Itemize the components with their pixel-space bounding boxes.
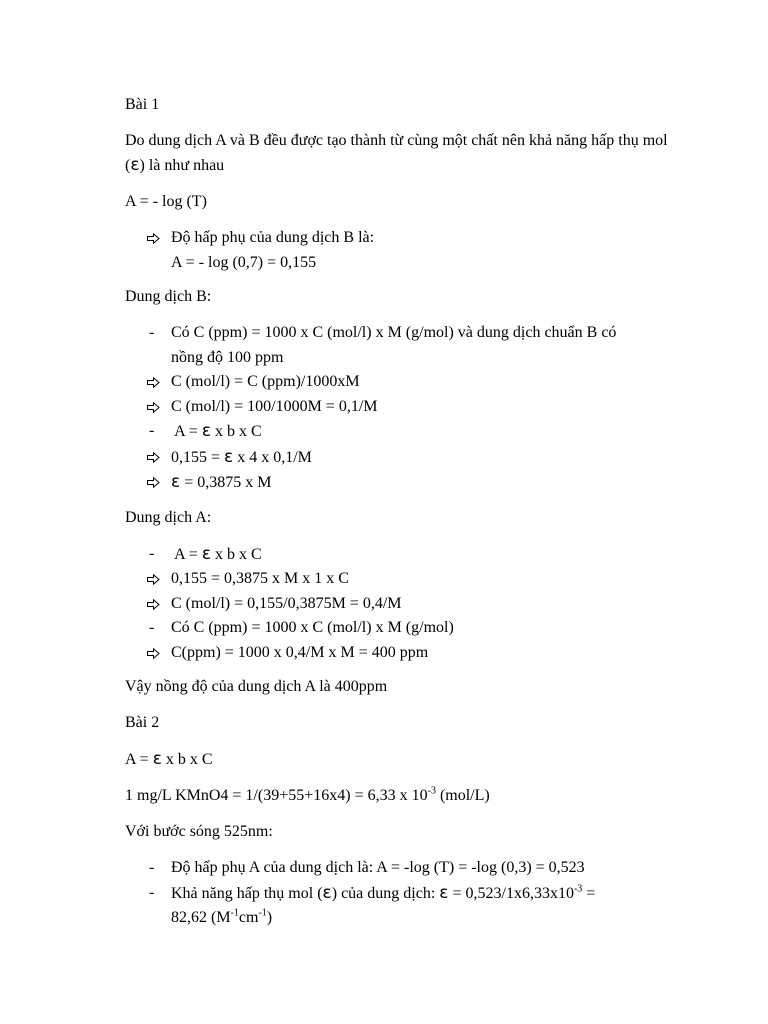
b-eps-result: = 0,3875 x M <box>180 474 272 491</box>
intro-text: Do dung dịch A và B đều được tạo thành từ cùng một chất nên khả năng hấp thụ mol ( <box>125 132 668 174</box>
molar-eq: = <box>582 884 596 902</box>
a-substitution: 0,155 = 0,3875 x M x 1 x C <box>171 570 349 587</box>
b-conc-line1: Có C (ppm) = 1000 x C (mol/l) x M (g/mol) và dung dịch chuẩn B có <box>171 324 617 341</box>
b-absorbance-value: A = - log (0,7) = 0,155 <box>171 253 317 271</box>
b-sub-post: x 4 x 0,1/M <box>233 448 312 466</box>
intro-text-end: ) là như nhau <box>139 157 225 174</box>
molar-calc-exponent: -3 <box>573 883 583 895</box>
molar-calc: = 0,523/1x6,33x10 <box>448 884 574 902</box>
bai2-molar-line2 <box>171 906 685 931</box>
a-ppm-value: C(ppm) = 1000 x 0,4/M x M = 400 ppm <box>171 643 429 661</box>
kmno4-text: 1 mg/L KMnO4 = 1/(39+55+16x4) = 6,33 x 10 <box>125 787 428 804</box>
list-item <box>125 616 685 641</box>
unit-cm: cm <box>238 909 259 926</box>
dash-bullet: - <box>149 619 155 636</box>
epsilon-symbol: ɛ <box>224 446 234 467</box>
arrow-right-icon <box>147 592 165 610</box>
list-item <box>125 470 685 496</box>
bai2-list <box>125 856 685 931</box>
molar-mid: ) của dung dịch: <box>331 884 440 902</box>
b-conc-line2: nồng độ 100 ppm <box>171 348 284 366</box>
formula-absorbance: A = - log (T) <box>125 193 207 210</box>
arrow-right-icon <box>147 395 165 413</box>
a-beer-post: x b x C <box>211 545 262 563</box>
epsilon-symbol: ɛ <box>201 421 212 441</box>
bai2-absorbance: Độ hấp phụ A của dung dịch là: A = -log (T) = -log (0,3) = 0,523 <box>171 859 585 876</box>
document-content <box>125 93 685 941</box>
molar-pre: Khả năng hấp thụ mol ( <box>171 884 323 902</box>
list-item <box>125 881 685 931</box>
arrow-right-icon <box>147 470 165 488</box>
unit-close: ) <box>266 909 273 926</box>
dash-bullet: - <box>149 422 155 439</box>
dung-dich-b-heading: Dung dịch B: <box>125 288 212 305</box>
b-absorbance-label: Độ hấp phụ của dung dịch B là: <box>171 229 375 246</box>
list-item <box>125 370 685 395</box>
unit-exponent-1: -1 <box>230 907 239 919</box>
dash-bullet: - <box>149 883 155 901</box>
dash-bullet: - <box>149 324 155 341</box>
list-item <box>125 395 685 420</box>
epsilon-symbol: ɛ <box>130 155 140 175</box>
arrow-right-icon <box>147 641 165 659</box>
arrow-right-icon <box>147 567 165 585</box>
kmno4-unit: (mol/L) <box>435 787 490 804</box>
a-ppm-formula: Có C (ppm) = 1000 x C (mol/l) x M (g/mol) <box>171 619 454 636</box>
list-item <box>125 641 685 666</box>
list-item <box>125 226 685 275</box>
list-item <box>125 419 685 445</box>
list-item <box>125 567 685 592</box>
intro-paragraph <box>125 129 685 178</box>
bai1-title: Bài 1 <box>125 96 160 113</box>
epsilon-symbol: ɛ <box>171 472 181 492</box>
list-item <box>125 445 685 471</box>
list-item <box>125 592 685 617</box>
dash-bullet: - <box>149 544 155 562</box>
arrow-right-icon <box>147 445 165 463</box>
unit-exponent-2: -1 <box>258 907 267 919</box>
a-mol-value: C (mol/l) = 0,155/0,3875M = 0,4/M <box>171 594 402 612</box>
kmno4-exponent: -3 <box>427 785 436 797</box>
bai2-beer-pre: A = <box>125 751 153 768</box>
b-mol-value: C (mol/l) = 100/1000M = 0,1/M <box>171 397 378 415</box>
epsilon-symbol: ɛ <box>152 749 162 769</box>
b-beer-pre: A = <box>171 423 202 440</box>
dung-dich-a-heading: Dung dịch A: <box>125 508 212 526</box>
list-item <box>125 856 685 881</box>
b-steps-list <box>125 321 685 496</box>
wavelength-line: Với bước sóng 525nm: <box>125 823 273 840</box>
b-beer-post: x b x C <box>211 423 262 440</box>
epsilon-symbol: ɛ <box>322 882 332 903</box>
bai2-molar-line1 <box>171 881 685 907</box>
list-item <box>125 321 685 370</box>
bai2-title: Bài 2 <box>125 714 160 731</box>
dash-bullet: - <box>149 859 155 876</box>
b-sub-pre: 0,155 = <box>171 448 225 466</box>
molar-value: 82,62 (M <box>171 909 231 926</box>
list-item <box>125 542 685 568</box>
a-beer-pre: A = <box>171 545 202 563</box>
conclusion: Vậy nồng độ của dung dịch A là 400ppm <box>125 678 388 695</box>
epsilon-symbol: ɛ <box>439 882 449 903</box>
arrow-right-icon <box>147 226 165 244</box>
b-absorbance-list <box>125 226 685 275</box>
epsilon-symbol: ɛ <box>201 543 212 564</box>
bai2-beer-law <box>125 747 685 772</box>
bai2-beer-post: x b x C <box>161 751 213 768</box>
kmno4-line <box>125 784 685 808</box>
a-steps-list <box>125 542 685 666</box>
b-mol-conversion: C (mol/l) = C (ppm)/1000xM <box>171 373 360 390</box>
arrow-right-icon <box>147 370 165 388</box>
